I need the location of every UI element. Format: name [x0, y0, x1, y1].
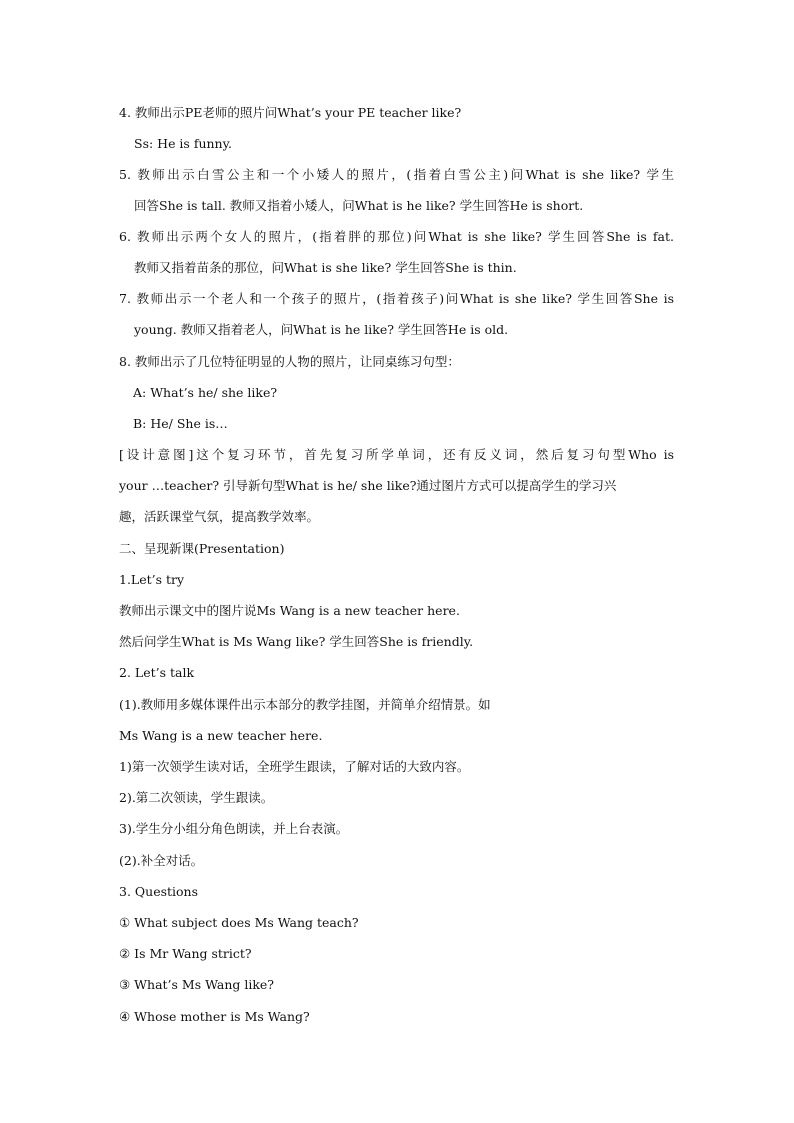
text-line-design-intent-cont: your …teacher? 引导新句型What is he/ she like?通过图片方式可以提高学生的学习兴 [119, 478, 617, 493]
text-line-step5: 5. 教师出示白雪公主和一个小矮人的照片，(指着白雪公主)问What is she like? 学生 [119, 167, 674, 182]
question-item-2: ② Is Mr Wang strict? [119, 946, 252, 961]
text-line-try-picture: 教师出示课文中的图片说Ms Wang is a new teacher here. [119, 603, 460, 618]
text-line-step7-cont: young. 教师又指着老人，问What is he like? 学生回答He is old. [134, 322, 509, 337]
text-line-step8: 8. 教师出示了几位特征明显的人物的照片，让同桌练习句型： [119, 354, 460, 369]
text-line-try-question: 然后问学生What is Ms Wang like? 学生回答She is friendly. [119, 634, 474, 649]
text-line-step6-cont: 教师又指着苗条的那位，问What is she like? 学生回答She is thin. [134, 260, 517, 275]
section-heading-presentation: 二、呈现新课(Presentation) [119, 541, 285, 556]
text-line-step5-cont: 回答She is tall. 教师又指着小矮人，问What is he like? 学生回答He is short. [134, 198, 584, 213]
text-line-lets-talk: 2. Let’s talk [119, 665, 195, 680]
text-line-ss-answer: Ss: He is funny. [134, 136, 232, 151]
text-line-lets-try: 1.Let’s try [119, 572, 185, 587]
question-item-4: ④ Whose mother is Ms Wang? [119, 1009, 310, 1024]
text-line-step7: 7. 教师出示一个老人和一个孩子的照片，(指着孩子)问What is she like? 学生回答She is [119, 291, 674, 306]
text-line-talk-example: Ms Wang is a new teacher here. [119, 728, 323, 743]
text-line-design-intent: [设计意图]这个复习环节，首先复习所学单词，还有反义词，然后复习句型Who is [119, 447, 674, 462]
text-line-questions: 3. Questions [119, 884, 199, 899]
text-line-talk-roles: 3).学生分小组分角色朗读，并上台表演。 [119, 821, 349, 836]
text-line-talk-step1: (1).教师用多媒体课件出示本部分的教学挂图，并简单介绍情景。如 [119, 697, 491, 712]
text-line-talk-read2: 2).第二次领读，学生跟读。 [119, 790, 274, 805]
question-item-1: ① What subject does Ms Wang teach? [119, 915, 359, 930]
text-line-talk-read1: 1)第一次领学生读对话，全班学生跟读，了解对话的大致内容。 [119, 759, 470, 774]
question-item-3: ③ What’s Ms Wang like? [119, 977, 275, 992]
text-line-talk-complete: (2).补全对话。 [119, 853, 204, 868]
text-line-dialog-a: A: What’s he/ she like? [133, 385, 278, 400]
text-line-step6: 6. 教师出示两个女人的照片，(指着胖的那位)问What is she like? 学生回答She is fat. [119, 229, 674, 244]
text-line-dialog-b: B: He/ She is… [133, 416, 228, 431]
text-line-step4: 4. 教师出示PE老师的照片问What’s your PE teacher like? [119, 105, 462, 120]
text-line-design-intent-end: 趣，活跃课堂气氛，提高教学效率。 [119, 509, 320, 524]
